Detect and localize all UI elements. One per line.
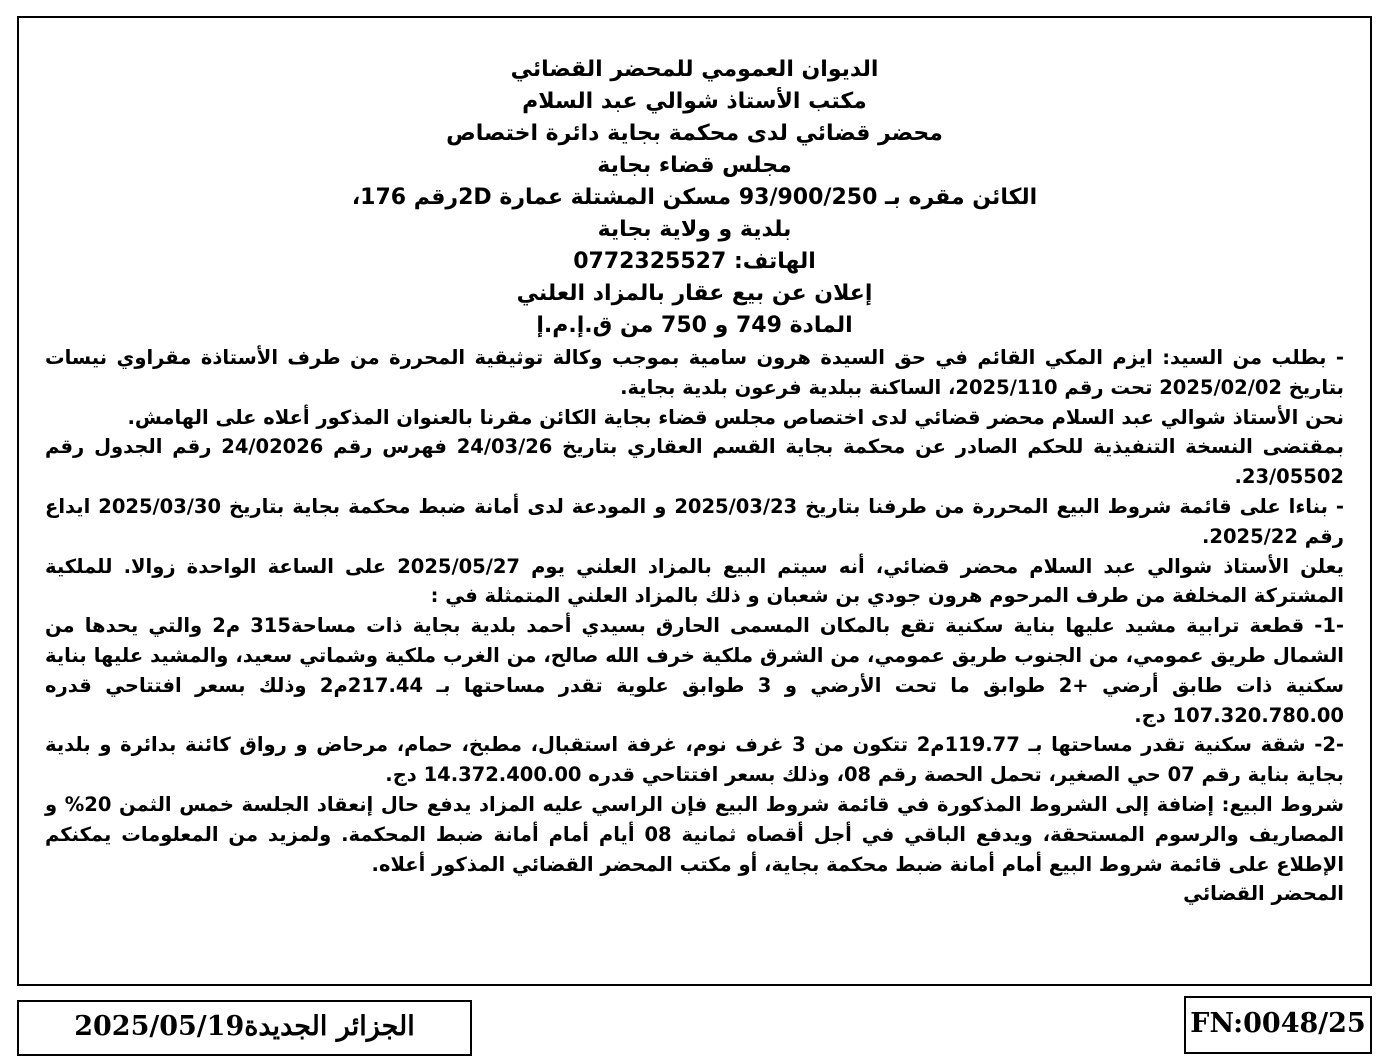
bailiff-paragraph: نحن الأستاذ شوالي عبد السلام محضر قضائي لدى اختصاص مجلس قضاء بجاية الكائن مقرنا بالعنوان المذكور أعلاه على الهامش. bbox=[127, 405, 1344, 429]
office-address: الكائن مقره بـ 93/900/250 مسكن المشتلة عمارة 2Dرقم 176، bbox=[351, 185, 1038, 210]
municipality: بلدية و ولاية بجاية bbox=[597, 217, 792, 242]
office-title: الديوان العمومي للمحضر القضائي bbox=[510, 57, 879, 82]
phone-number: الهاتف: 0772325527 bbox=[573, 249, 816, 274]
file-number: FN:0048/25 bbox=[1190, 1008, 1366, 1039]
sale-conditions-paragraph: شروط البيع: إضافة إلى الشروط المذكورة في قائمة شروط البيع فإن الراسي عليه المزاد يدفع حال إنعقاد الجلسة خمس الثمن 20% و المصاريف والرسوم المستحقة، ويدفع الباقي في أجل أقصاه ثمانية 08 أيام أمام أمانة ضبط المحكمة. ولمزيد من المعلومات يمكنكم الإطلاع على قائمة شروط البيع أمام أمانة ضبط محكمة بجاية، أو مكتب المحضر القضائي المذكور أعلاه. bbox=[45, 792, 1345, 876]
sale-announcement-paragraph: يعلن الأستاذ شوالي عبد السلام محضر قضائي، أنه سيتم البيع بالمزاد العلني يوم 2025/05/27 على الساعة الواحدة زوالا. للملكية المشتركة المخلفة من طرف المرحوم هرون جودي بن شعبان و ذلك بالمزاد العلني المتمثلة في : bbox=[45, 554, 1345, 608]
notice-body bbox=[45, 343, 1344, 909]
notice-title: إعلان عن بيع عقار بالمزاد العلني bbox=[516, 281, 873, 306]
property-1-paragraph: -1- قطعة ترابية مشيد عليها بناية سكنية تقع بالمكان المسمى الحارق بسيدي أحمد بلدية بجاية ذات مساحة315 م2 والتي يحدها من الشمال طريق عمومي، من الجنوب طريق عمومي، من الشرق ملكية خرف الله صالح، من الغرب ملكية وشماتي سعيد، والمشيد عليها بناية سكنية ذات طابق أرضي +2 طوابق ما تحت الأرضي و 3 طوابق علوية تقدر مساحتها بـ 217.44م2 وذلك بسعر افتتاحي قدره 107.320.780.00 دج. bbox=[45, 614, 1345, 727]
property-2-paragraph: -2- شقة سكنية تقدر مساحتها بـ 119.77م2 تتكون من 3 غرف نوم، غرفة استقبال، مطبخ، حمام، مرحاض و رواق كائنة بدائرة و بلدية بجاية بناية رقم 07 حي الصغير، تحمل الحصة رقم 08، وذلك بسعر افتتاحي قدره 14.372.400.00 دج. bbox=[45, 733, 1345, 787]
conditions-deposit-paragraph: - بناءا على قائمة شروط البيع المحررة من طرفنا بتاريخ 2025/03/23 و المودعة لدى أمانة ضبط محكمة بجاية بتاريخ 2025/03/30 ايداع رقم 2025/22. bbox=[45, 494, 1344, 548]
newspaper-date: الجزائر الجديدة2025/05/19 bbox=[74, 1011, 415, 1042]
council-name: مجلس قضاء بجاية bbox=[597, 153, 792, 178]
judgment-paragraph: بمقتضى النسخة التنفيذية للحكم الصادر عن محكمة بجاية القسم العقاري بتاريخ 24/03/26 فهرس رقم 24/02026 رقم الجدول رقم 23/05502. bbox=[45, 435, 1344, 489]
request-paragraph: - بطلب من السيد: ايزم المكي القائم في حق السيدة هرون سامية بموجب وكالة توثيقية المحررة من طرف الأستاذة مقراوي نيسات بتاريخ 2025/02/02 تحت رقم 2025/110، الساكنة ببلدية فرعون بلدية بجاية. bbox=[45, 346, 1344, 399]
bailiff-name: مكتب الأستاذ شوالي عبد السلام bbox=[522, 89, 867, 114]
newspaper-box bbox=[17, 1000, 472, 1056]
legal-article: المادة 749 و 750 من ق.إ.م.إ bbox=[536, 313, 853, 338]
notice-frame bbox=[17, 16, 1372, 986]
signature-line: المحضر القضائي bbox=[1183, 882, 1344, 906]
file-number-box bbox=[1184, 996, 1372, 1054]
notice-header bbox=[19, 54, 1370, 342]
court-jurisdiction: محضر قضائي لدى محكمة بجاية دائرة اختصاص bbox=[446, 121, 943, 146]
